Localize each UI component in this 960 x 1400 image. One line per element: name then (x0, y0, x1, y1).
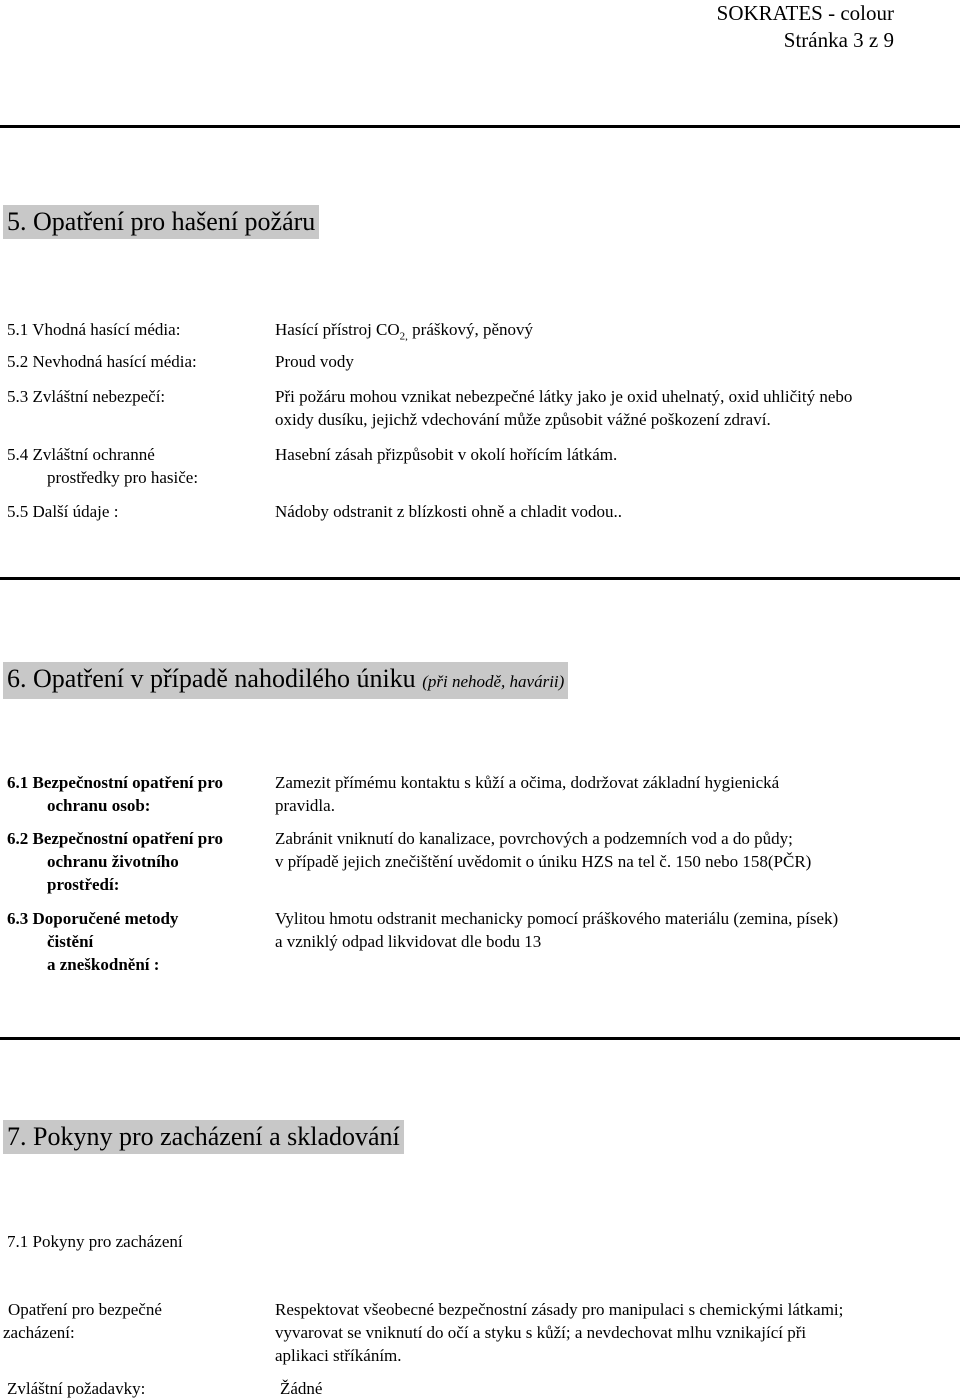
safety-value-l1: Respektovat všeobecné bezpečnostní zásady pro manipulaci s chemickými látkami; (275, 1300, 844, 1319)
divider (0, 577, 960, 580)
item-5-4-value: Hasební zásah přizpůsobit v okolí hořícím látkám. (275, 445, 618, 464)
safety-label-l2: zacházení: (3, 1323, 75, 1342)
special-requirements-label: Zvláštní požadavky: (7, 1379, 146, 1398)
item-5-3-value-l2: oxidy dusíku, jejichž vdechování může způsobit vážné poškození zdraví. (275, 410, 771, 429)
item-5-1-label: 5.1 Vhodná hasící média: (7, 320, 181, 339)
item-5-5-label: 5.5 Další údaje : (7, 502, 119, 521)
item-6-2-value-l1: Zabránit vniknutí do kanalizace, povrchových a podzemních vod a do půdy; (275, 829, 793, 848)
item-6-2-label-l1: 6.2 Bezpečnostní opatření pro (7, 829, 223, 848)
page-header (717, 0, 894, 54)
section-6-title: 6. Opatření v případě nahodilého úniku (při nehodě, havárii) (3, 662, 568, 699)
section-5-title: 5. Opatření pro hašení požáru (3, 205, 319, 239)
item-5-3-value-l1: Při požáru mohou vznikat nebezpečné látky jako je oxid uhelnatý, oxid uhličitý nebo (275, 387, 853, 406)
item-6-3-value-l1: Vylitou hmotu odstranit mechanicky pomocí práškového materiálu (zemina, písek) (275, 909, 839, 928)
item-6-2-label-l2: ochranu životního (47, 852, 179, 871)
item-6-3-label-l1: 6.3 Doporučené metody (7, 909, 179, 928)
item-6-2-label-l3: prostředí: (47, 875, 120, 894)
safety-value-l2: vyvarovat se vniknutí do očí a styku s kůží; a nevdechovat mlhu vznikající při (275, 1323, 807, 1342)
item-6-3-label-l2: čistění (47, 932, 94, 951)
item-6-3-label-l3: a zneškodnění : (47, 955, 160, 974)
item-5-3-label: 5.3 Zvláštní nebezpečí: (7, 387, 166, 406)
safety-label-l1: Opatření pro bezpečné (8, 1300, 162, 1319)
item-7-1-title: 7.1 Pokyny pro zacházení (7, 1232, 183, 1251)
item-5-4-label-l2: prostředky pro hasiče: (47, 468, 199, 487)
page-number: Stránka 3 z 9 (783, 28, 894, 52)
item-5-2-label: 5.2 Nevhodná hasící média: (7, 352, 197, 371)
item-6-1-value-l1: Zamezit přímému kontaktu s kůží a očima, dodržovat základní hygienická (275, 773, 780, 792)
divider (0, 1037, 960, 1040)
item-5-1-value: Hasící přístroj $CO_{2,}$ práškový, pěnový (275, 320, 534, 343)
item-6-1-label-l2: ochranu osob: (47, 796, 151, 815)
item-5-4-label-l1: 5.4 Zvláštní ochranné (7, 445, 155, 464)
product-name: SOKRATES - colour (716, 1, 894, 25)
item-6-3-value-l2: a vzniklý odpad likvidovat dle bodu 13 (275, 932, 542, 951)
divider (0, 125, 960, 128)
item-6-2-value-l2: v případě jejich znečištění uvědomit o úniku HZS na tel č. 150 nebo 158(PČR) (275, 852, 812, 871)
item-5-5-value: Nádoby odstranit z blízkosti ohně a chladit vodou.. (275, 502, 623, 521)
item-6-1-value-l2: pravidla. (275, 796, 335, 815)
section-6-subtitle: (při nehodě, havárii) (422, 672, 565, 691)
safety-value-l3: aplikaci stříkáním. (275, 1346, 402, 1365)
item-6-1-label-l1: 6.1 Bezpečnostní opatření pro (7, 773, 223, 792)
special-requirements-value: Žádné (280, 1379, 323, 1398)
item-5-2-value: Proud vody (275, 352, 354, 371)
section-7-title: 7. Pokyny pro zacházení a skladování (3, 1120, 404, 1154)
